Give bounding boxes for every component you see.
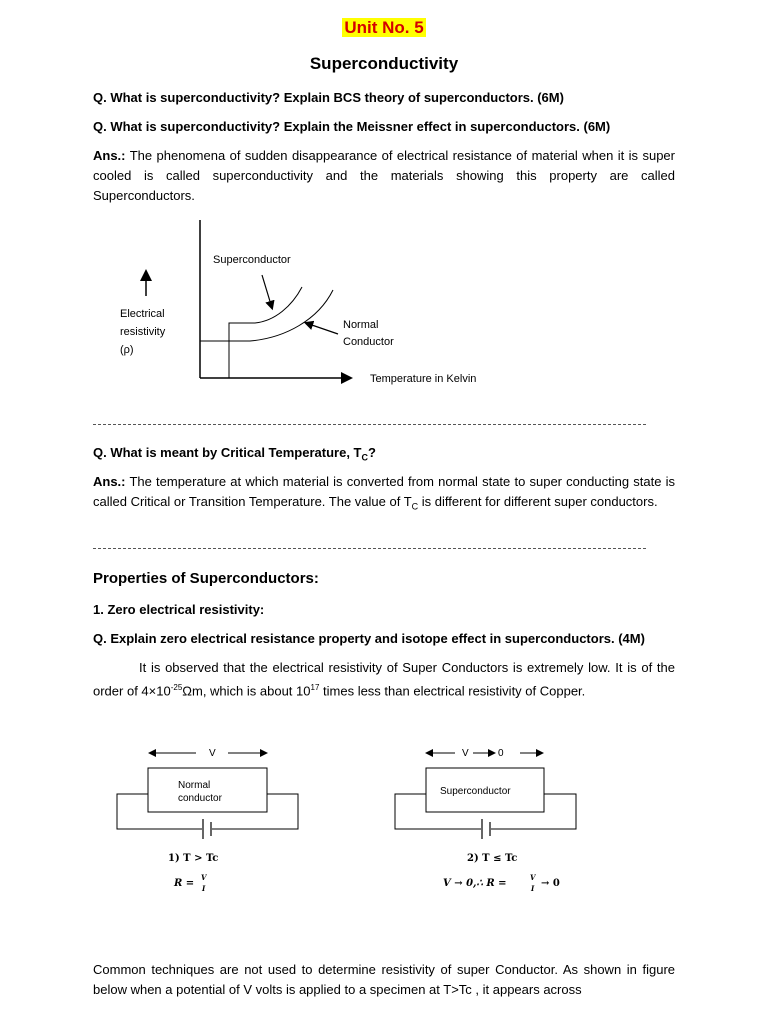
question-zero-resistance: Q. Explain zero electrical resistance property and isotope effect in superconductors. (4M) [93, 631, 645, 646]
formula-2-den: I [531, 884, 535, 893]
question-critical-temperature: Q. What is meant by Critical Temperature, $T_C$? [93, 445, 376, 463]
box-label-normal: Normal [178, 780, 211, 791]
formula-2-post: → 0 [541, 878, 560, 889]
answer-label: Ans.: [93, 148, 126, 163]
formula-2-pre: V → 0,∴ R = [443, 878, 507, 889]
ylabel-line3: (ρ) [120, 344, 134, 356]
label-superconductor: Superconductor [213, 254, 291, 266]
question-bcs: Q. What is superconductivity? Explain BCS theory of superconductors. (6M) [93, 90, 564, 105]
section-heading: Properties of Superconductors: [93, 570, 319, 587]
formula-2-num: V [530, 873, 536, 882]
caption-2: 2) T ≤ Tc [467, 853, 518, 864]
voltage-label-2: V [462, 748, 469, 759]
unit-title: Unit No. 5 [344, 18, 424, 37]
paragraph-measurement: Common techniques are not used to determine resistivity of super Conductor. As shown in figure below when a potential of V volts is applied to a specimen at T>Tc , it appears across [93, 962, 675, 997]
property-heading: 1. Zero electrical resistivity: [93, 602, 265, 617]
voltage-label-1: V [209, 748, 216, 759]
graph-x-label: Temperature in Kelvin [370, 373, 477, 385]
ylabel-line1: Electrical [120, 308, 165, 320]
formula-1-num: V [201, 873, 207, 882]
box-label-superconductor: Superconductor [440, 786, 511, 797]
page-title: Superconductivity [309, 54, 459, 73]
paragraph-resistivity: It is observed that the electrical resistivity of Super Conductors is extremely low. It is of the order of $4\times 10^{-25}\Omega m$, which is about $10^{17}$ times less than electrical resistivity of Copper. [93, 660, 675, 699]
voltage-limit-2: 0 [498, 748, 504, 759]
ylabel-line2: resistivity [120, 326, 166, 338]
circuit-superconductor [395, 748, 576, 893]
answer-label: Ans.: [93, 474, 126, 489]
question-meissner: Q. What is superconductivity? Explain the Meissner effect in superconductors. (6M) [93, 119, 611, 134]
circuit-normal-conductor [117, 748, 298, 893]
answer-critical-temperature: Ans.: The temperature at which material is converted from normal state to super conducting state is called Critical or Transition Temperature. The value of $T_C$ is different for different super conductors. [93, 474, 675, 512]
box-label-conductor: conductor [178, 793, 222, 804]
answer-text: The phenomena of sudden disappearance of electrical resistance of material when it is super cooled is called superconductivity and the materials showing this property are called Superconductors. [93, 148, 675, 203]
label-normal: Normal [343, 319, 379, 331]
label-conductor: Conductor [343, 336, 394, 348]
formula-1-lhs: R = [174, 878, 195, 889]
formula-1-den: I [202, 884, 206, 893]
caption-1: 1) T > Tc [168, 853, 219, 864]
